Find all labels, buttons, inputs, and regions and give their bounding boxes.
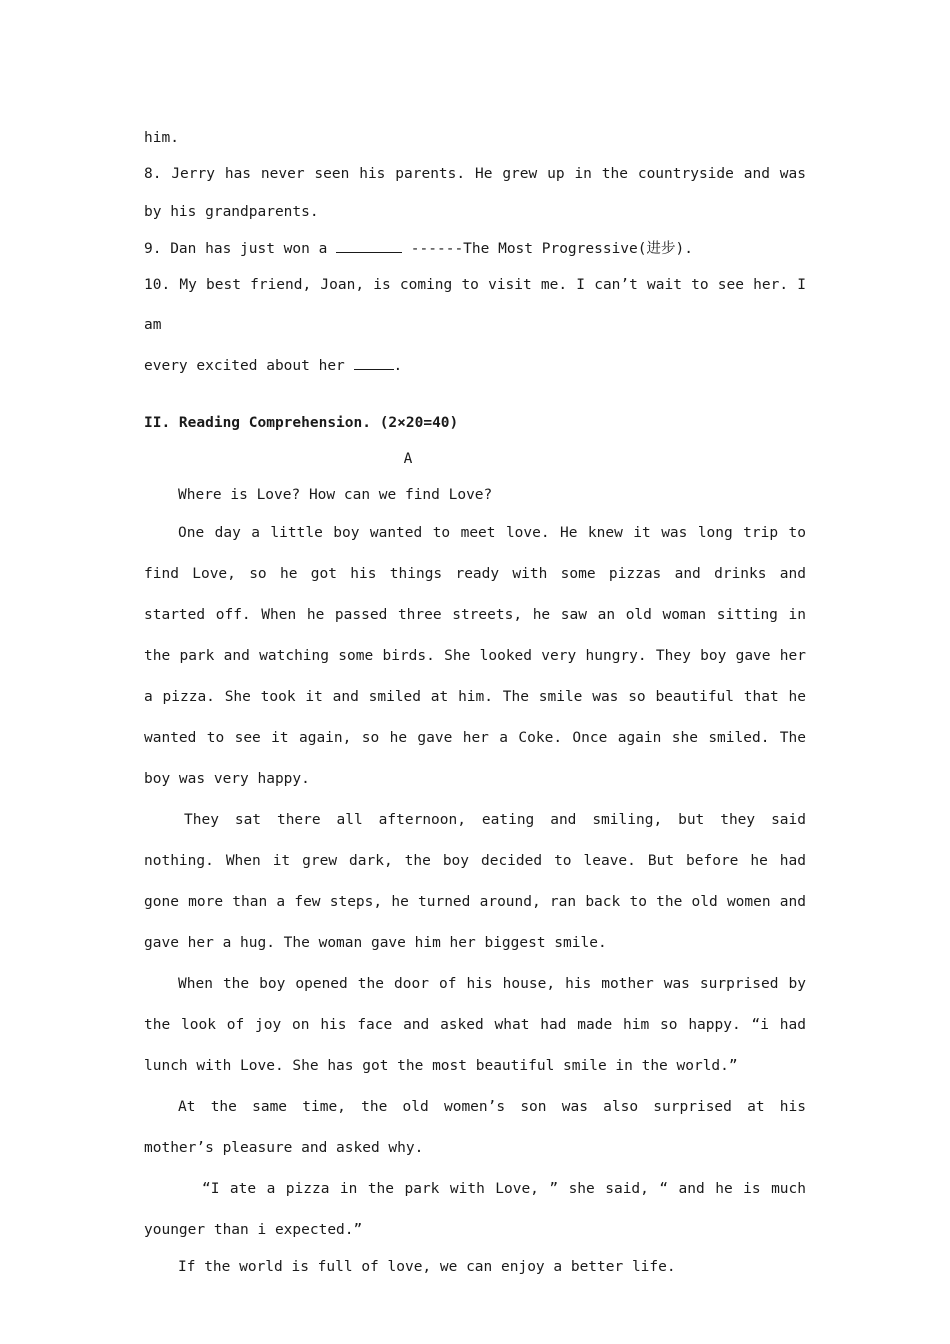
question-9-answer-hint: ------The Most Progressive(进步). <box>410 241 693 257</box>
question-10-line-2 <box>144 345 806 387</box>
question-10-blank[interactable] <box>354 355 394 370</box>
passage-label: A <box>403 451 413 467</box>
question-10-text: every excited about her <box>144 358 345 374</box>
passage-paragraph-5: “I ate a pizza in the park with Love, ” she said, “ and he is much younger than i expected.” <box>144 1181 806 1238</box>
passage-paragraph-2: They sat there all afternoon, eating and smiling, but they said nothing. When it grew dark, the boy decided to leave. But before he had gone more than a few steps, he turned around, ran back to the old women and gave her a hug. The woman gave him her biggest smile. <box>144 812 806 951</box>
question-8-line-2: by his grandparents. <box>144 204 319 220</box>
question-10-period: . <box>393 358 403 374</box>
passage-paragraph-3: When the boy opened the door of his house, his mother was surprised by the look of joy on his face and asked what had made him so happy. “i had lunch with Love. She has got the most beautiful smile in the world.” <box>144 976 806 1074</box>
question-8-line-1: 8. Jerry has never seen his parents. He grew up in the countryside and was <box>144 166 806 182</box>
question-9 <box>144 233 806 265</box>
question-7-tail: him. <box>144 130 179 146</box>
worksheet-page <box>144 120 806 1283</box>
question-9-text: 9. Dan has just won a <box>144 241 328 257</box>
section-heading: II. Reading Comprehension. (2×20=40) <box>144 415 459 431</box>
passage-title-line: Where is Love? How can we find Love? <box>178 487 493 503</box>
passage-paragraph-4: At the same time, the old women’s son was also surprised at his mother’s pleasure and asked why. <box>144 1099 806 1156</box>
passage-paragraph-6: If the world is full of love, we can enjoy a better life. <box>178 1259 676 1275</box>
question-10-line-1: 10. My best friend, Joan, is coming to visit me. I can’t wait to see her. I am <box>144 277 806 333</box>
question-9-blank[interactable] <box>336 238 402 253</box>
passage-paragraph-1: One day a little boy wanted to meet love. He knew it was long trip to find Love, so he got his things ready with some pizzas and drinks and started off. When he passed three streets, he saw an old woman sitting in the park and watching some birds. She looked very hungry. They boy gave her a pizza. She took it and smiled at him. The smile was so beautiful that he wanted to see it again, so he gave her a Coke. Once again she smiled. The boy was very happy. <box>144 525 806 787</box>
